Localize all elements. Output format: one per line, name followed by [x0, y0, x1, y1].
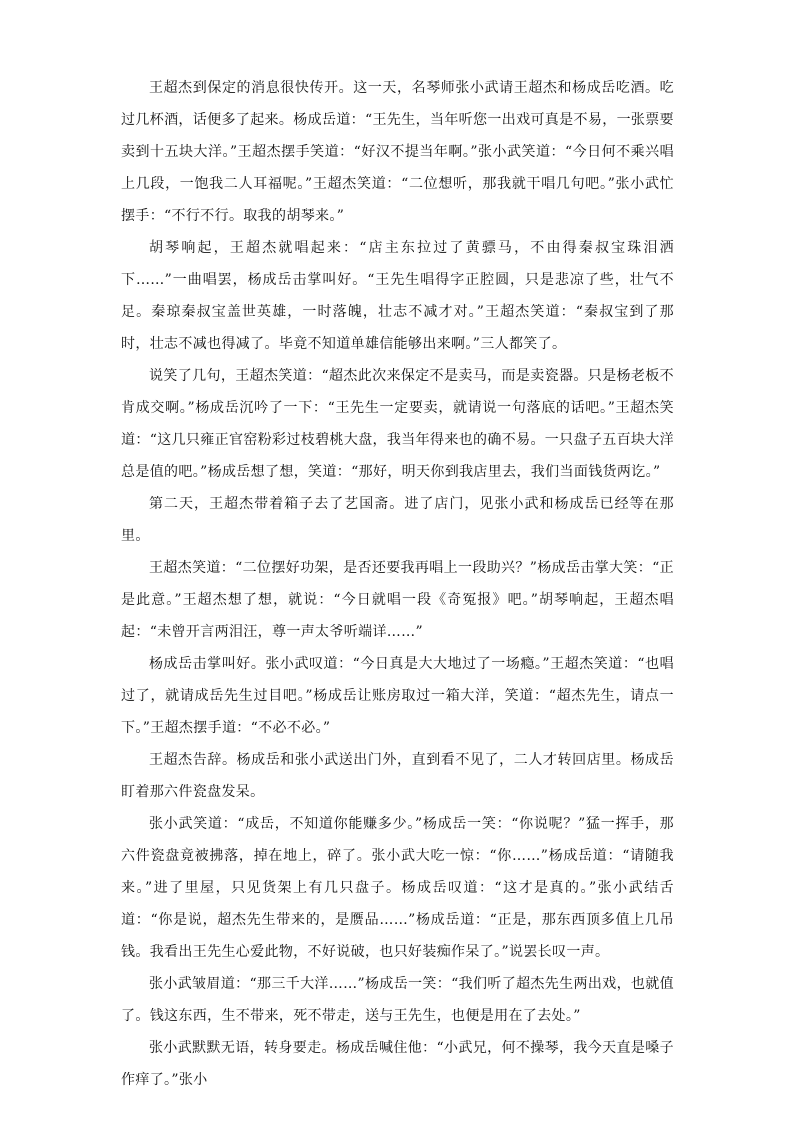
paragraph-10: 张小武默默无语，转身要走。杨成岳喊住他：“小武兄，何不操琴，我今天直是嗓子作痒了。”张小	[121, 1040, 674, 1088]
paragraph-9: 张小武皱眉道：“那三千大洋……”杨成岳一笑：“我们听了超杰先生两出戏，也就值了。钱这东西，生不带来，死不带走，送与王先生，也便是用在了去处。”	[121, 976, 674, 1024]
paragraph-2: 胡琴响起，王超杰就唱起来：“店主东拉过了黄骠马，不由得秦叔宝珠泪洒下……”一曲唱罢，杨成岳击掌叫好。“王先生唱得字正腔圆，只是悲凉了些，壮气不足。秦琼秦叔宝盖世英雄，一时落魄，壮志不减才对。”王超杰笑道：“秦叔宝到了那时，壮志不减也得减了。毕竟不知道单雄信能够出来啊。”三人都笑了。	[121, 240, 674, 352]
article-body	[121, 72, 674, 1096]
paragraph-7: 王超杰告辞。杨成岳和张小武送出门外，直到看不见了，二人才转回店里。杨成岳盯着那六件瓷盘发呆。	[121, 752, 674, 800]
paragraph-8: 张小武笑道：“成岳，不知道你能赚多少。”杨成岳一笑：“你说呢？”猛一挥手，那六件瓷盘竟被拂落，掉在地上，碎了。张小武大吃一惊：“你……”杨成岳道：“请随我来。”进了里屋，只见货架上有几只盘子。杨成岳叹道：“这才是真的。”张小武结舌道：“你是说，超杰先生带来的，是赝品……”杨成岳道：“正是，那东西顶多值上几吊钱。我看出王先生心爱此物，不好说破，也只好装痴作呆了。”说罢长叹一声。	[121, 816, 674, 960]
paragraph-4: 第二天，王超杰带着箱子去了艺国斋。进了店门，见张小武和杨成岳已经等在那里。	[121, 496, 674, 544]
paragraph-1: 王超杰到保定的消息很快传开。这一天，名琴师张小武请王超杰和杨成岳吃酒。吃过几杯酒，话便多了起来。杨成岳道：“王先生，当年听您一出戏可真是不易，一张票要卖到十五块大洋。”王超杰摆手笑道：“好汉不提当年啊。”张小武笑道：“今日何不乘兴唱上几段，一饱我二人耳福呢。”王超杰笑道：“二位想听，那我就干唱几句吧。”张小武忙摆手：“不行不行。取我的胡琴来。”	[121, 80, 674, 224]
paragraph-5: 王超杰笑道：“二位摆好功架，是否还要我再唱上一段助兴？”杨成岳击掌大笑：“正是此意。”王超杰想了想，就说：“今日就唱一段《奇冤报》吧。”胡琴响起，王超杰唱起：“未曾开言两泪汪，尊一声太爷听端详……”	[121, 560, 674, 640]
paragraph-3: 说笑了几句，王超杰笑道：“超杰此次来保定不是卖马，而是卖瓷器。只是杨老板不肯成交啊。”杨成岳沉吟了一下：“王先生一定要卖，就请说一句落底的话吧。”王超杰笑道：“这几只雍正官窑粉彩过枝碧桃大盘，我当年得来也的确不易。一只盘子五百块大洋总是值的吧。”杨成岳想了想，笑道：“那好，明天你到我店里去，我们当面钱货两讫。”	[121, 368, 674, 480]
paragraph-6: 杨成岳击掌叫好。张小武叹道：“今日真是大大地过了一场瘾。”王超杰笑道：“也唱过了，就请成岳先生过目吧。”杨成岳让账房取过一箱大洋，笑道：“超杰先生，请点一下。”王超杰摆手道：“不必不必。”	[121, 656, 674, 736]
